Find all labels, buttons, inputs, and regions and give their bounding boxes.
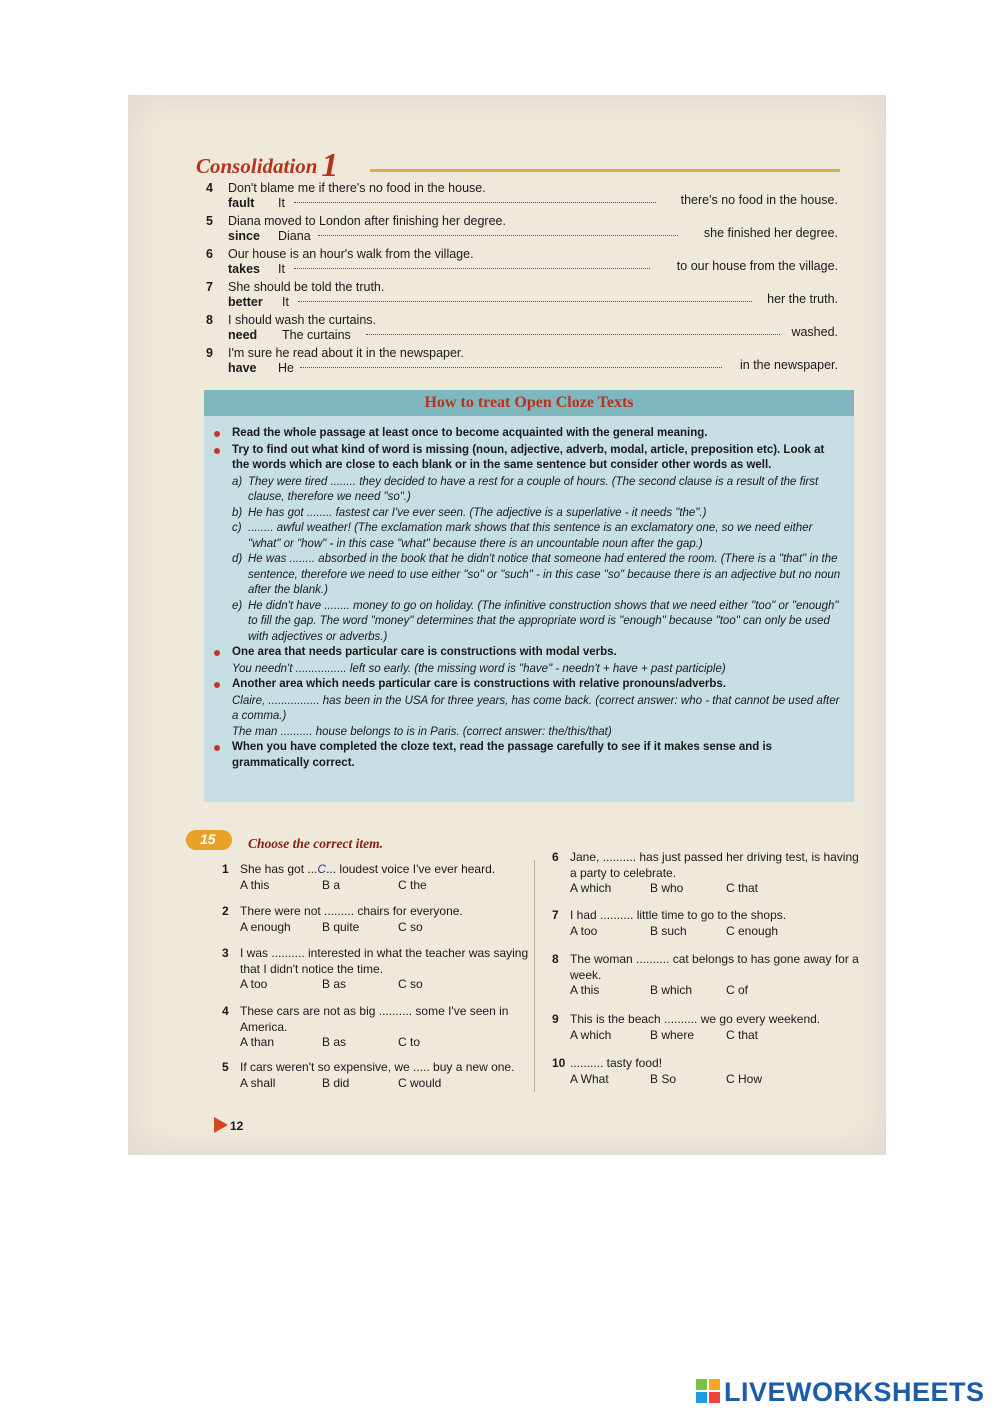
item-sentence: Don't blame me if there's no food in the house.	[228, 181, 486, 195]
bullet-icon	[214, 650, 220, 656]
tip-text: When you have completed the cloze text, read the passage carefully to see if it makes sense and is grammatically correct.	[232, 741, 773, 769]
question	[552, 1012, 860, 1044]
transformation-item	[206, 247, 838, 280]
liveworksheets-logo-icon	[696, 1379, 720, 1403]
option[interactable]: C enough	[726, 923, 779, 938]
option[interactable]: A this	[570, 983, 600, 997]
option[interactable]: B where	[650, 1027, 695, 1042]
option[interactable]: B which	[650, 983, 693, 997]
transformation-item	[206, 280, 838, 313]
sentence-start: It	[282, 295, 289, 309]
transformation-item	[206, 214, 838, 247]
transformation-list	[206, 181, 838, 379]
question-number: 4	[222, 1004, 229, 1018]
key-word: takes	[228, 262, 260, 276]
question-text: This is the beach .......... we go every weekend.	[570, 1012, 821, 1026]
example-text: They were tired ........ they decided to have a rest for a couple of hours. (The second clause is a result of the first clause, therefore we need "so".)	[248, 475, 819, 503]
option[interactable]: C the	[398, 877, 427, 892]
example: Claire, ................ has been in the USA for three years, has come back. (correct answer: who - that cannot be used after a comma.)	[232, 694, 840, 722]
question	[222, 862, 540, 894]
key-word: have	[228, 361, 257, 375]
sentence-end: in the newspaper.	[740, 358, 838, 372]
tip-text: Another area which needs particular care is constructions with relative pronouns/adverbs.	[232, 678, 727, 690]
example	[212, 506, 842, 522]
example-text: ........ awful weather! (The exclamation mark shows that this sentence is an exclamatory one, so we need either "what" or "how" - in this case "what" because there is an uncountable noun after the gap.)	[248, 522, 813, 550]
cloze-tips-body	[212, 426, 842, 772]
item-number: 4	[206, 181, 213, 195]
answer-field[interactable]: C	[317, 862, 327, 876]
bullet-icon	[214, 745, 220, 751]
brand-name: LIVEWORKSHEETS	[724, 1377, 985, 1407]
tip	[212, 426, 842, 442]
example: You needn't ................ left so early. (the missing word is "have" - needn't + have + past participle)	[232, 662, 726, 675]
question	[552, 850, 860, 897]
sentence-start: Diana	[278, 229, 311, 243]
question-text: These cars are not as big .......... some I've seen in America.	[240, 1004, 509, 1034]
example-text: He was ........ absorbed in the book that he didn't notice that someone had entered the room. (There is a "that" in the sentence, therefore we need to use either "so" or "such" - in this case "so" because there is an adjective but no noun after the blank.)	[248, 553, 841, 596]
example	[212, 552, 842, 599]
tip-text: Read the whole passage at least once to become acquainted with the general meaning.	[232, 427, 708, 439]
item-sentence: She should be told the truth.	[228, 280, 385, 294]
question-number: 7	[552, 908, 559, 922]
question-text: Jane, .......... has just passed her driving test, is having a party to celebrate.	[570, 850, 859, 880]
question	[222, 1004, 540, 1051]
item-number: 7	[206, 280, 213, 294]
example-letter: e)	[232, 599, 243, 612]
consolidation-number: 1	[321, 147, 339, 184]
option[interactable]: A which	[570, 1027, 612, 1042]
option[interactable]: C to	[398, 1035, 421, 1049]
bullet-icon	[214, 431, 220, 437]
option[interactable]: A than	[240, 1035, 275, 1049]
question-text: .......... tasty food!	[570, 1056, 663, 1070]
option[interactable]: C of	[726, 983, 749, 997]
option[interactable]: C that	[726, 881, 759, 895]
consolidation-header	[196, 147, 338, 185]
example	[212, 521, 842, 552]
question-text: I had .......... little time to go to the shops.	[570, 908, 787, 922]
example-letter: b)	[232, 506, 243, 519]
tip	[212, 645, 842, 661]
sentence-start: It	[278, 196, 285, 210]
example	[212, 599, 842, 646]
consolidation-title: Consolidation	[196, 154, 318, 178]
exercise-number: 15	[200, 831, 216, 847]
option[interactable]: A this	[240, 877, 270, 892]
example: The man .......... house belongs to is in Paris. (correct answer: the/this/that)	[232, 725, 612, 738]
option[interactable]: C that	[726, 1027, 759, 1042]
cloze-tips-title: How to treat Open Cloze Texts	[424, 394, 634, 411]
transformation-item	[206, 181, 838, 214]
item-sentence: I'm sure he read about it in the newspaper.	[228, 346, 464, 360]
question-number: 10	[552, 1056, 566, 1070]
tip-text: Try to find out what kind of word is missing (noun, adjective, adverb, modal, article, preposition etc). Look at the words which are close to each blank or in the same sentence but consider other words as well.	[232, 443, 825, 471]
tip	[212, 443, 842, 474]
sentence-end: washed.	[791, 325, 838, 339]
question-number: 1	[222, 862, 229, 876]
answer-line[interactable]	[294, 268, 650, 269]
page-number: 12	[230, 1119, 244, 1133]
tip	[212, 740, 842, 771]
question-text: The woman .......... cat belongs to has gone away for a week.	[570, 952, 859, 982]
answer-line[interactable]	[366, 334, 780, 335]
example-text: He didn't have ........ money to go on holiday. (The infinitive construction shows that we need either "too" or "enough" to fill the gap. The word "money" determines that the appropriate word is "enough" because "too" can only be used with adjectives or adverbs.)	[248, 599, 839, 643]
answer-line[interactable]	[298, 301, 752, 302]
option[interactable]: A too	[570, 923, 598, 938]
question-text: ... loudest voice I've ever heard.	[326, 862, 496, 876]
question-number: 5	[222, 1060, 229, 1074]
option[interactable]: C so	[398, 919, 423, 934]
key-word: since	[228, 229, 260, 243]
option[interactable]: B quite	[322, 919, 360, 934]
sentence-start: It	[278, 262, 285, 276]
answer-line[interactable]	[294, 202, 656, 203]
sentence-start: He	[278, 361, 294, 375]
sentence-end: her the truth.	[767, 292, 838, 306]
option[interactable]: C How	[726, 1071, 763, 1086]
exercise-number-badge	[186, 830, 232, 850]
transformation-item	[206, 346, 838, 379]
example	[212, 475, 842, 506]
option[interactable]: B who	[650, 881, 684, 895]
question-number: 9	[552, 1012, 559, 1026]
bullet-icon	[214, 682, 220, 688]
question	[552, 952, 860, 999]
sentence-end: she finished her degree.	[703, 226, 838, 240]
example-letter: c)	[232, 522, 242, 534]
exercise-instruction: Choose the correct item.	[248, 836, 383, 851]
tip	[212, 677, 842, 693]
item-number: 6	[206, 247, 213, 261]
option[interactable]: C so	[398, 977, 423, 991]
example-text: He has got ........ fastest car I've ever seen. (The adjective is a superlative - it needs "the".)	[248, 506, 707, 519]
answer-line[interactable]	[300, 367, 722, 368]
sentence-end: there's no food in the house.	[680, 193, 838, 207]
question-number: 2	[222, 904, 229, 918]
transformation-item	[206, 313, 838, 346]
item-sentence: I should wash the curtains.	[228, 313, 376, 327]
option[interactable]: B as	[322, 1035, 347, 1049]
question-number: 8	[552, 952, 559, 966]
page-arrow-icon	[214, 1117, 228, 1133]
option[interactable]: B as	[322, 977, 347, 991]
item-number: 8	[206, 313, 213, 327]
item-number: 5	[206, 214, 213, 228]
question	[552, 1056, 860, 1088]
option[interactable]: A which	[570, 881, 612, 895]
tip-text: One area that needs particular care is constructions with modal verbs.	[232, 646, 617, 658]
example-letter: d)	[232, 553, 243, 565]
header-rule	[370, 169, 840, 172]
question-text: She has got ...	[240, 862, 318, 876]
question-number: 6	[552, 850, 559, 864]
question	[222, 946, 540, 993]
example-letter: a)	[232, 475, 243, 488]
question-text: There were not ......... chairs for everyone.	[240, 904, 463, 918]
cloze-tips-box	[204, 390, 854, 802]
question-text: I was .......... interested in what the teacher was saying that I didn't notice the time.	[240, 946, 529, 976]
item-sentence: Diana moved to London after finishing her degree.	[228, 214, 506, 228]
cloze-tips-header	[204, 390, 854, 416]
option[interactable]: A What	[570, 1071, 609, 1086]
option[interactable]: A shall	[240, 1075, 276, 1090]
question	[552, 908, 860, 940]
item-number: 9	[206, 346, 213, 360]
item-sentence: Our house is an hour's walk from the village.	[228, 247, 474, 261]
option[interactable]: C would	[398, 1075, 442, 1090]
option[interactable]: B a	[322, 877, 341, 892]
scanned-page	[128, 95, 886, 1155]
bullet-icon	[214, 448, 220, 454]
option[interactable]: A enough	[240, 919, 291, 934]
sentence-end: to our house from the village.	[676, 259, 838, 273]
question-text: If cars weren't so expensive, we ..... buy a new one.	[240, 1060, 515, 1074]
option[interactable]: B did	[322, 1075, 350, 1090]
option[interactable]: A too	[240, 977, 268, 991]
key-word: fault	[228, 196, 255, 210]
question	[222, 1060, 540, 1092]
key-word: better	[228, 295, 263, 309]
key-word: need	[228, 328, 258, 342]
question-number: 3	[222, 946, 229, 960]
sentence-start: The curtains	[282, 328, 351, 342]
answer-line[interactable]	[318, 235, 678, 236]
option[interactable]: B such	[650, 923, 687, 938]
question	[222, 904, 540, 936]
option[interactable]: B So	[650, 1071, 677, 1086]
